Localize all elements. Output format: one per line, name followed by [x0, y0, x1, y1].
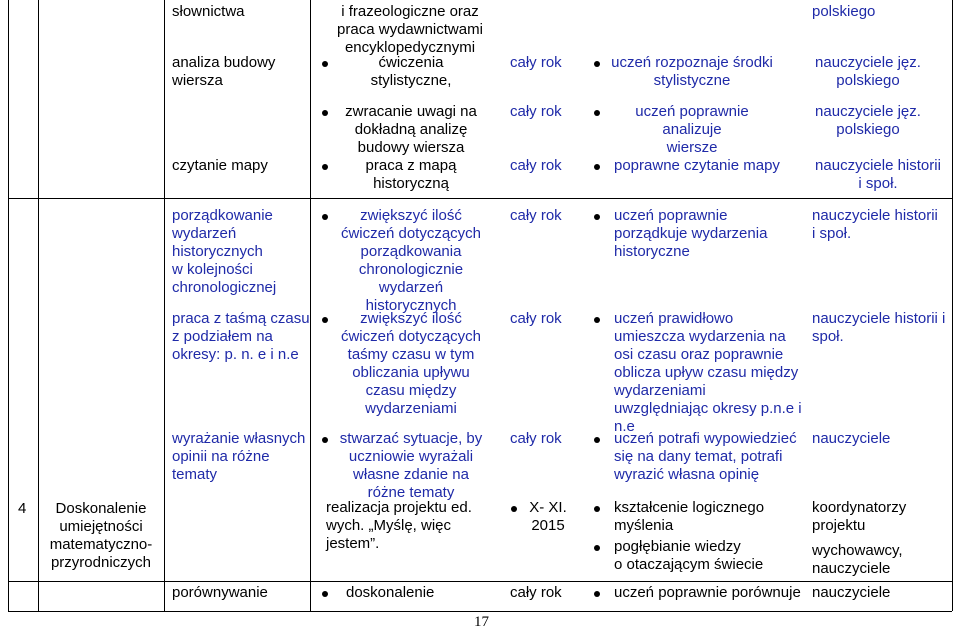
- table-border-bottom: [8, 611, 952, 612]
- row-7-effect-2: pogłębianie wiedzy o otaczającym świecie: [614, 538, 764, 573]
- row-7-tasks: realizacja projektu ed. wych. „Myślę, więc jestem”.: [326, 499, 472, 552]
- row-5-time: cały rok: [510, 310, 562, 327]
- row-8-org: nauczyciele: [812, 584, 891, 601]
- row-2-effect: uczeń poprawnie analizuje wiersze: [635, 103, 749, 156]
- row-2-org: nauczyciele jęz. polskiego: [815, 103, 921, 138]
- row-8-effect: uczeń poprawnie porównuje: [614, 584, 801, 601]
- row-1-org: nauczyciele jęz. polskiego: [815, 54, 921, 89]
- bullet-icon: [322, 317, 328, 323]
- row-2-time: cały rok: [510, 103, 562, 120]
- row-0-name: słownictwa: [172, 3, 245, 20]
- row-5-tasks: zwiększyć ilość ćwiczeń dotyczących taśmy czasu w tym obliczania upływu czasu między wydarzeniami: [340, 310, 482, 417]
- bullet-icon: [594, 545, 600, 551]
- row-7-effect-1: kształcenie logicznego myślenia: [614, 499, 765, 534]
- row-1-name: analiza budowy wiersza: [172, 54, 276, 89]
- row-7-area: Doskonalenie umiejętności matematyczno- przyrodniczych: [49, 500, 153, 571]
- page-number: 17: [474, 614, 489, 630]
- row-5-name: praca z taśmą czasu z podziałem na okresy: p. n. e i n.e: [172, 310, 310, 363]
- bullet-icon: [594, 437, 600, 443]
- table-border-left: [8, 0, 9, 611]
- row-8-name: porównywanie: [172, 584, 268, 601]
- row-4-tasks: zwiększyć ilość ćwiczeń dotyczących porządkowania chronologicznie wydarzeń historycznych: [340, 207, 482, 314]
- row-divider: [8, 581, 952, 582]
- bullet-icon: [594, 591, 600, 597]
- bullet-icon: [322, 164, 328, 170]
- row-6-org: nauczyciele: [812, 430, 891, 447]
- row-4-name: porządkowanie wydarzeń historycznych w kolejności chronologicznej: [172, 207, 277, 296]
- bullet-icon: [594, 506, 600, 512]
- bullet-icon: [322, 437, 328, 443]
- table-border-content: [310, 0, 311, 611]
- table-border-num: [38, 0, 39, 611]
- row-3-name: czytanie mapy: [172, 157, 268, 174]
- row-6-time: cały rok: [510, 430, 562, 447]
- row-3-tasks: praca z mapą historyczną: [365, 157, 457, 192]
- row-1-tasks: ćwiczenia stylistyczne,: [370, 54, 452, 89]
- row-7-time: X- XI. 2015: [529, 499, 567, 534]
- row-3-org: nauczyciele historii i społ.: [815, 157, 941, 192]
- row-6-name: wyrażanie własnych opinii na różne tematy: [172, 430, 306, 483]
- row-4-time: cały rok: [510, 207, 562, 224]
- bullet-icon: [594, 317, 600, 323]
- bullet-icon: [322, 591, 328, 597]
- bullet-icon: [594, 61, 600, 67]
- row-1-effect: uczeń rozpoznaje środki stylistyczne: [611, 54, 773, 89]
- row-4-org: nauczyciele historii i społ.: [812, 207, 938, 242]
- bullet-icon: [594, 110, 600, 116]
- bullet-icon: [511, 506, 517, 512]
- row-3-effect: poprawne czytanie mapy: [614, 157, 780, 174]
- row-6-effect: uczeń potrafi wypowiedzieć się na dany temat, potrafi wyrazić własna opinię: [614, 430, 797, 483]
- row-0-org: polskiego: [812, 3, 876, 20]
- table-border-right: [952, 0, 953, 611]
- row-2-tasks: zwracanie uwagi na dokładną analizę budowy wiersza: [345, 103, 477, 156]
- row-5-effect: uczeń prawidłowo umieszcza wydarzenia na osi czasu oraz poprawnie oblicza upływ czasu między wydarzeniami uwzględniając okresy p.n.e i n.e: [614, 310, 802, 435]
- bullet-icon: [322, 110, 328, 116]
- table-border-area: [164, 0, 165, 611]
- bullet-icon: [322, 214, 328, 220]
- row-7-number: 4: [18, 500, 27, 517]
- row-divider: [8, 198, 952, 199]
- bullet-icon: [594, 164, 600, 170]
- row-6-tasks: stwarzać sytuacje, by uczniowie wyrażali własne zdanie na różne tematy: [339, 430, 483, 501]
- bullet-icon: [594, 214, 600, 220]
- row-3-time: cały rok: [510, 157, 562, 174]
- row-7-org-1: koordynatorzy projektu: [812, 499, 907, 534]
- row-5-org: nauczyciele historii i społ.: [812, 310, 946, 345]
- row-8-tasks: doskonalenie: [346, 584, 435, 601]
- row-7-org-2: wychowawcy, nauczyciele: [812, 542, 903, 577]
- row-0-tasks: i frazeologiczne oraz praca wydawnictwami encyklopedycznymi: [337, 3, 483, 56]
- row-1-time: cały rok: [510, 54, 562, 71]
- bullet-icon: [322, 61, 328, 67]
- row-4-effect: uczeń poprawnie porządkuje wydarzenia historyczne: [614, 207, 768, 260]
- row-8-time: cały rok: [510, 584, 562, 601]
